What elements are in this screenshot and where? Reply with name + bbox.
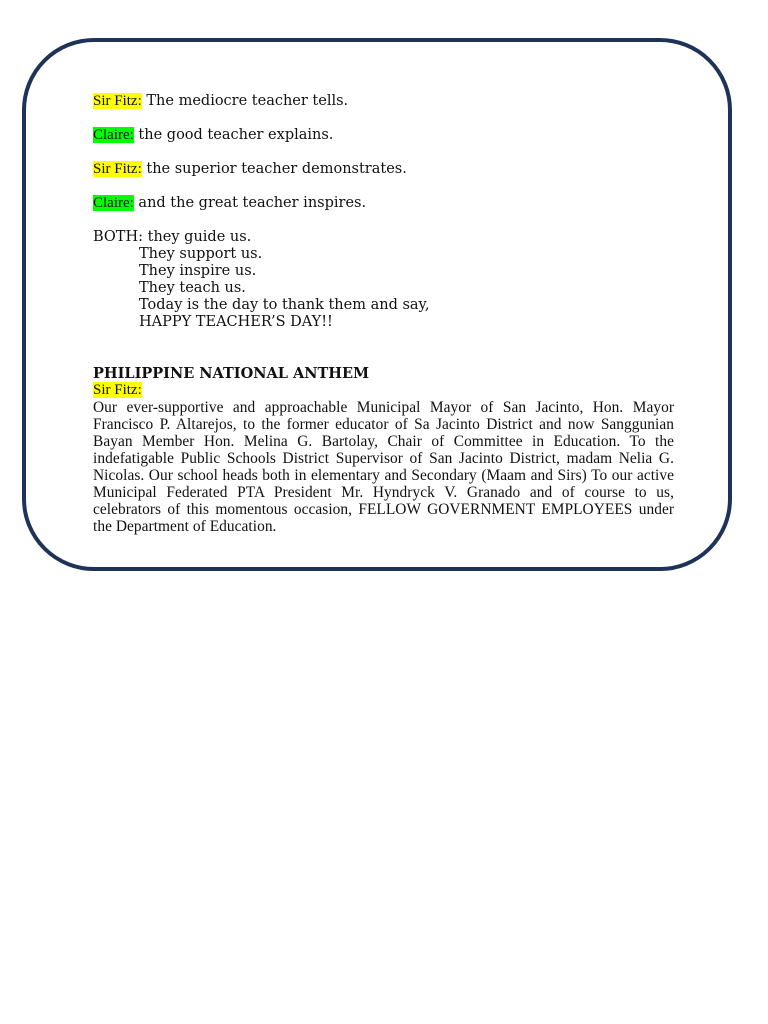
both-line: They support us. xyxy=(139,246,263,262)
speaker-label: Sir Fitz: xyxy=(93,382,142,398)
dialogue-line-4 xyxy=(93,195,674,212)
anthem-speaker-line xyxy=(93,382,674,399)
speaker-label: Claire: xyxy=(93,195,134,211)
script-content xyxy=(93,93,674,535)
both-first-line: BOTH: they guide us. xyxy=(93,229,252,245)
dialogue-text: The mediocre teacher tells. xyxy=(141,93,349,109)
dialogue-line-2 xyxy=(93,127,674,144)
both-line: Today is the day to thank them and say, xyxy=(139,297,430,313)
both-line: They inspire us. xyxy=(139,263,257,279)
speaker-label: Claire: xyxy=(93,127,134,143)
both-line: They teach us. xyxy=(139,280,246,296)
dialogue-text: the good teacher explains. xyxy=(133,127,334,143)
dialogue-text: the superior teacher demonstrates. xyxy=(141,161,407,177)
anthem-paragraph: Our ever-supportive and approachable Municipal Mayor of San Jacinto, Hon. Mayor Francisco P. Altarejos, to the former educator of Sa Jacinto District and now Sanggunian Bayan Member Hon. Melina G. Bartolay, Chair of Committee in Education. To the indefatigable Public Schools District Supervisor of San Jacinto District, madam Nelia G. Nicolas. Our school heads both in elementary and Secondary (Maam and Sirs) To our active Municipal Federated PTA President Mr. Hyndryck V. Granado and of course to us, celebrators of this momentous occasion, FELLOW GOVERNMENT EMPLOYEES under the Department of Education. xyxy=(93,399,674,535)
spacer xyxy=(93,331,674,365)
dialogue-text: and the great teacher inspires. xyxy=(133,195,367,211)
dialogue-line-3 xyxy=(93,161,674,178)
both-block xyxy=(93,229,674,331)
speaker-label: Sir Fitz: xyxy=(93,161,142,177)
both-line: HAPPY TEACHER’S DAY!! xyxy=(139,314,333,330)
dialogue-line-1 xyxy=(93,93,674,110)
anthem-heading: PHILIPPINE NATIONAL ANTHEM xyxy=(93,365,370,382)
speaker-label: Sir Fitz: xyxy=(93,93,142,109)
